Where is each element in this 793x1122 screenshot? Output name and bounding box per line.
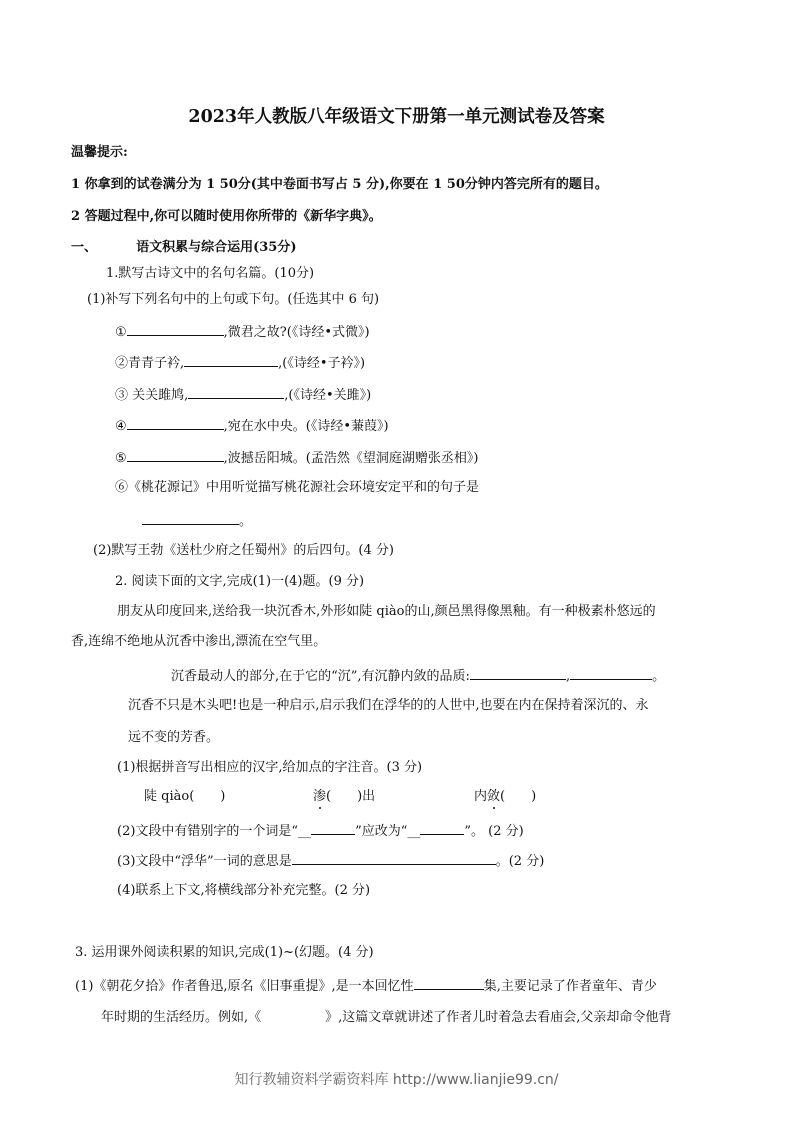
q3-line2 [101,1010,671,1026]
q1-item-5 [115,449,478,467]
q1-stem: 1.默写古诗文中的名句名篇。(10分) [106,266,315,281]
answer-blank[interactable] [127,417,224,430]
q1-item-6: ⑥《桃花源记》中用听觉描写桃花源社会环境安定平和的句子是 [115,480,480,495]
q3-line2-suffix: 》,这篇文章就讲述了作者儿时着急去看庙会,父亲却命令他背 [325,1010,672,1025]
answer-blank[interactable] [184,354,278,367]
sub3-suffix: 。(2 分) [495,854,545,869]
section-1-number: 一、 [71,240,98,255]
q2-stem: 2. 阅读下面的文字,完成(1)一(4)题。(9 分) [115,574,365,589]
q1-item-6-answer [142,512,252,530]
item-6-end: 。 [239,514,253,529]
q2-sub1-b [313,789,375,805]
answer-blank[interactable] [127,449,224,462]
sub1-c-rest: ( ) [500,789,537,804]
q1-item-3 [115,386,371,404]
q3-line1 [75,977,657,995]
item-3-prefix: ③ 关关雎鸠, [115,388,189,403]
q3-line2-prefix: 年时期的生活经历。例如,《 [101,1010,262,1025]
item-4-suffix: ,宛在水中央。(《诗经•蒹葭》) [223,419,389,434]
sub1-c-prefix: 内 [474,789,488,804]
q2-sub1-c [474,789,536,805]
tip-1: 1 你拿到的试卷满分为 1 50分(其中卷面书写占 5 分),你要在 1 50分钟内答完所有的题目。 [71,177,608,192]
dotted-char: 敛 [487,789,501,804]
q2-para1-line2: 香,连绵不绝地从沉香中渗出,漂流在空气里。 [71,634,327,649]
q3-line1-prefix: (1)《朝花夕拾》作者鲁迅,原名《旧事重提》,是一本回忆性 [75,979,414,994]
para2-comma: , [565,669,571,684]
section-1-heading [71,240,296,256]
sub2-prefix: (2)文段中有错别字的一个词是“__ [117,824,312,839]
section-1-label: 语文积累与综合运用(35分) [136,240,297,255]
item-1-prefix: ① [115,325,127,340]
q3-stem: 3. 运用课外阅读积累的知识,完成(1)~(幻题。(4 分) [75,945,374,960]
item-4-prefix: ④ [115,419,127,434]
q1-item-2 [115,354,365,372]
answer-blank[interactable] [420,822,464,835]
footer-watermark: 知行教辅资料学霸资料库 http://www.lianjie99.cn/ [234,1072,559,1088]
q2-para3-line2: 远不变的芳香。 [128,730,220,745]
para2-text: 沉香最动人的部分,在于它的“沉”,有沉静内敛的品质: [171,669,470,684]
q2-sub1: (1)根据拼音写出相应的汉字,给加点的字注音。(3 分) [117,760,423,775]
q2-sub4: (4)联系上下文,将横线部分补充完整。(2 分) [117,883,371,898]
page-title: 2023年人教版八年级语文下册第一单元测试卷及答案 [188,107,605,127]
q2-para1-line1: 朋友从印度回来,送给我一块沉香木,外形如陡 qiào的山,颜邑黑得像黑釉。有一种极素朴悠远的 [117,604,656,619]
sub2-middle: ”应改为“__ [355,824,421,839]
tips-heading: 温馨提示: [71,145,128,160]
q2-sub3 [117,852,544,870]
answer-blank[interactable] [311,822,355,835]
answer-blank[interactable] [470,667,566,680]
item-5-prefix: ⑤ [115,451,127,466]
answer-blank[interactable] [292,852,496,865]
q2-para2 [171,667,665,685]
answer-blank[interactable] [127,323,224,336]
item-2-suffix: ,(《诗经•子衿》) [278,356,366,371]
q1-item-1 [115,323,370,341]
item-1-suffix: ,微君之故?(《诗经•式微》) [223,325,370,340]
q2-para3-line1: 沉香不只是木头吧!也是一种启示,启示我们在浮华的的人世中,也要在内在保持着深沉的、永 [128,698,649,713]
answer-blank[interactable] [570,667,652,680]
q1-item-4 [115,417,389,435]
answer-blank[interactable] [142,512,239,525]
sub2-suffix: ”。 (2 分) [464,824,524,839]
item-3-suffix: ,(《诗经•关雎》) [284,388,372,403]
item-5-suffix: ,波撼岳阳城。(孟浩然《望洞庭湖赠张丞相》) [223,451,479,466]
q1-part1: (1)补写下列名句中的上句或下句。(任选其中 6 句) [87,292,380,307]
item-2-prefix: ②青青子衿, [115,356,185,371]
q1-part2: (2)默写王勃《送杜少府之任蜀州》的后四句。(4 分) [93,543,394,558]
tip-2: 2 答题过程中,你可以随时使用你所带的《新华字典》。 [71,209,382,224]
dotted-char: 渗 [313,789,327,804]
q2-sub2 [117,822,524,840]
answer-blank[interactable] [188,386,284,399]
answer-blank[interactable] [414,977,484,990]
q3-line1-suffix: 集,主要记录了作者童年、青少 [483,979,657,994]
q2-sub1-a: 陡 qiào( ) [144,789,226,804]
sub3-prefix: (3)文段中“浮华”一词的意思是 [117,854,292,869]
para2-period: 。 [652,669,666,684]
sub1-b-rest: ( )出 [326,789,376,804]
